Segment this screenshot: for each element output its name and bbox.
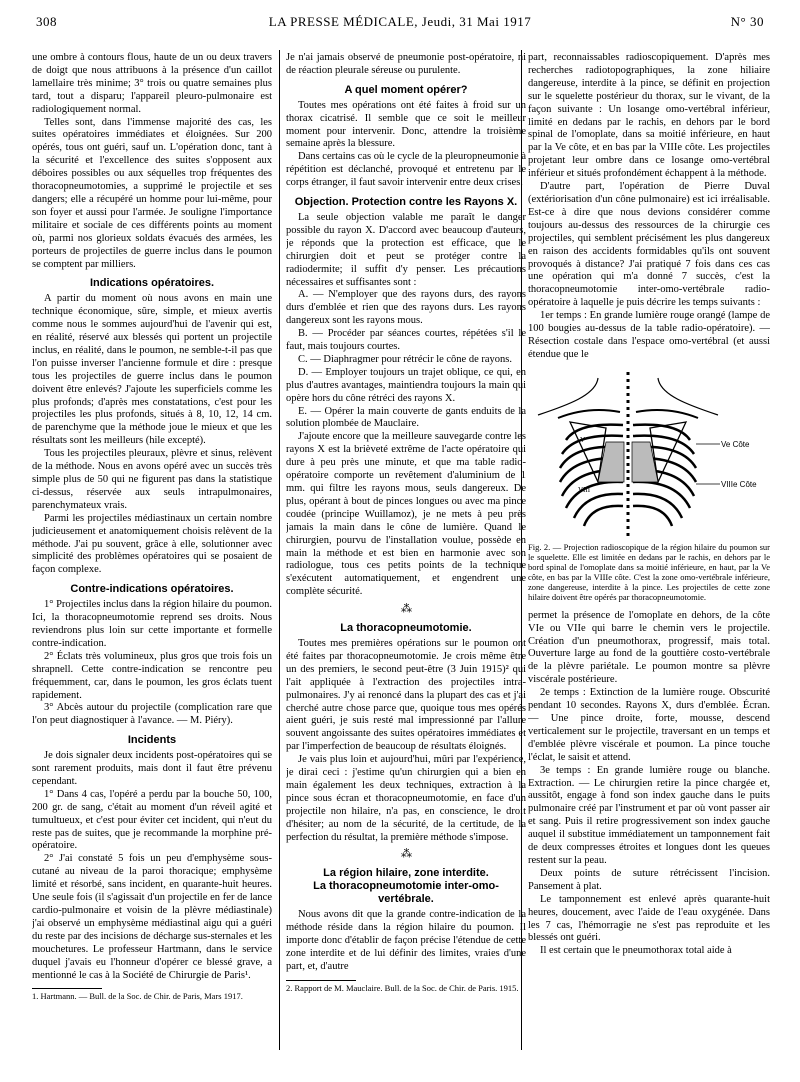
list-item: 3° Abcès autour du projectile (complication rare que l'on peut diagnostiquer à l'avance. — M. Piéry). bbox=[32, 702, 272, 727]
heading-line: La région hilaire, zone interdite. bbox=[323, 867, 489, 880]
paragraph: Il est certain que le pneumothorax total aide à bbox=[540, 945, 732, 957]
fig-small-label-v: V bbox=[580, 435, 586, 444]
paragraph: Le tamponnement est enlevé après quarante-huit heures, doucement, avec l'aide de l'eau oxygénée. Dans les 7 cas, l'hémorragie ne s'est pas reproduite et les blessés ont guéri. bbox=[528, 893, 770, 944]
list-item: 2° Éclats très volumineux, plus gros que trois fois un shrapnell. Cette contre-indication se rencontre peu fréquemment, car, dans le poumon, les gros éclats tuent rapidement. bbox=[32, 650, 272, 701]
list-item: B. — Procéder par séances courtes, répétées s'il le faut, mais toujours courtes. bbox=[286, 328, 526, 353]
section-heading: A quel moment opérer? bbox=[344, 83, 468, 96]
journal-title: LA PRESSE MÉDICALE, Jeudi, 31 Mai 1917 bbox=[268, 14, 532, 29]
paragraph: Toutes mes opérations ont été faites à froid sur un thorax cicatrisé. Il semble que ce soit le meilleur moment pour intervenir. Donc, attendre la troisième semaine après la blessure. bbox=[286, 99, 526, 150]
footnote-rule bbox=[32, 988, 102, 989]
section-heading: La thoracopneumotomie. bbox=[340, 622, 472, 635]
thorax-illustration bbox=[528, 370, 770, 540]
column-3 bbox=[528, 52, 770, 1062]
paragraph: Parmi les projectiles médiastinaux un certain nombre judicieusement et anatomiquement choisis relèvent de la méthode. J'ai pu souvent, grâce à elle, solutionner avec simplicité des problèmes opératoires qui se posaient de façon complexe. bbox=[32, 512, 272, 576]
list-item: 1° Projectiles inclus dans la région hilaire du poumon. Ici, la thoracopneumotomie reprend ses droits. Nous reviendrons plus loin sur cette importante et formelle contre-indication. bbox=[32, 599, 272, 649]
paragraph: 1° Dans 4 cas, l'opéré a perdu par la bouche 50, 100, 200 gr. de sang, c'était au moment d'un réveil agité et tumultueux, et c'est pour éviter cet incident, qui n'eut du reste pas de suites, que je recommande la morphine pré-opératoire. bbox=[32, 788, 272, 852]
paragraph: La seule objection valable me paraît le danger possible du rayon X. D'accord avec beaucoup d'auteurs, je réponds que la protection est efficace, que le chirurgien doit et peut se protéger contre la radiodermite; il suffit d'y penser. Les précautions nécessaires et suffisantes sont : bbox=[286, 211, 526, 288]
running-header bbox=[36, 14, 764, 34]
footnote-rule bbox=[286, 980, 356, 981]
section-heading: Contre-indications opératoires. bbox=[70, 583, 234, 596]
paragraph: Je vais plus loin et aujourd'hui, mûri par l'expérience, je dirai ceci : j'estime qu'un chirurgien qui a bien en main également les deux techniques, extraction à la pince sous écran et thoracopneumotomie, en face d'un projectile non hilaire, n'a pas, en conscience, le droit d'hésiter; au nom de la sécurité, de la certitude, de la perfection du résultat, la première méthode s'impose. bbox=[286, 754, 526, 843]
footnote: 2. Rapport de M. Mauclaire. Bull. de la Soc. de Chir. de Paris. 1915. bbox=[286, 982, 519, 993]
paragraph: 1er temps : En grande lumière rouge orangé (lampe de 100 bougies au-dessus de la table radio-opératoire). — Résection costale dans l'espace omo-vertébral (et aussi étendue que le bbox=[528, 310, 770, 360]
paragraph: D'autre part, l'opération de Pierre Duval (extériorisation d'un cône pulmonaire) est ici irréalisable. Est-ce à dire que nous devions considérer comme toujours au-dessus des ressources de la chirurgie ces projectiles, qui semblent précisément les plus dangereux en raison des accidents formidables qu'ils ont souvent provoqués à distance? J'ai pratiqué 7 fois dans ces cas une opération qui m'a donné 7 succès, c'est la thoracopneumotomie inter-omo-vertébrale radio-opératoire à laquelle je puis décrire les temps suivants : bbox=[528, 181, 770, 309]
paragraph: Je dois signaler deux incidents post-opératoires qui se sont rarement produits, mais dont il faut être prévenu cependant. bbox=[32, 750, 272, 787]
section-heading: Objection. Protection contre les Rayons X. bbox=[294, 196, 518, 209]
section-heading: Incidents bbox=[127, 734, 177, 747]
paragraph: Toutes mes premières opérations sur le poumon ont été faites par thoracopneumotomie. Je crois même être un des premiers, le second peut-être (3 Juin 1915)² qui l'ait appliquée à l'extraction des projectiles intra-pulmonaires. J'y ai renoncé dans la plupart des cas et j'ai cherché autre chose parce que, quoique tous mes opérés aient guéri, je suis resté mal impressionné par l'allure souvent angoissante des suites opératoires immédiates et par l'imperfection de beaucoup de résultats éloignés. bbox=[286, 637, 526, 753]
page-number: 308 bbox=[36, 14, 57, 29]
paragraph: Nous avons dit que la grande contre-indication de la méthode réside dans la région hilaire du poumon. Il importe donc d'établir de façon précise l'étendue de cette zone interdite et de lui définir des limites, vraies d'une part, et, d'autre bbox=[286, 909, 526, 972]
section-heading: Indications opératoires. bbox=[89, 277, 215, 290]
heading-line: La thoracopneumotomie inter-omo-vertébrale. bbox=[313, 880, 499, 906]
footnote: 1. Hartmann. — Bull. de la Soc. de Chir. de Paris, Mars 1917. bbox=[32, 991, 243, 1002]
paragraph: Tous les projectiles pleuraux, plèvre et sinus, relèvent de la méthode. Nous en avons opéré avec un succès très simple plus de 50 qui ne figurent pas dans la statistique ci-dessus, réservée aux seuls intrapulmonaires, parenchymateux vrais. bbox=[32, 448, 272, 511]
section-heading bbox=[286, 867, 526, 906]
issue-number: N° 30 bbox=[730, 14, 764, 29]
paragraph: une ombre à contours flous, haute de un ou deux travers de doigt que nous attribuons à la présence d'un caillot lamellaire très minime; 3° trois ou quatre semaines plus tard, tout a disparu; l'appareil pleuro-pulmonaire est radiologiquement normal. bbox=[32, 52, 272, 115]
figure-thorax-projection bbox=[528, 370, 770, 602]
hilar-zone bbox=[598, 442, 658, 482]
paragraph: Je n'ai jamais observé de pneumonie post-opératoire, ni de réaction pleurale séreuse ou purulente. bbox=[286, 52, 526, 76]
paragraph: Dans certains cas où le cycle de la pleuropneumonie à répétition est déclanché, provoqué et entretenu par le corps étranger, il faut savoir intervenir entre deux crises. bbox=[286, 151, 526, 189]
list-item: D. — Employer toujours un trajet oblique, ce qui, en plus d'autres avantages, maintiendra toujours la main qui opère hors du cône rétréci des rayons X. bbox=[286, 366, 526, 404]
paragraph: part, reconnaissables radioscopiquement. D'après mes recherches radiotopographiques, la zone hiliaire dangereuse, interdite à la pince, se définit en projection sur le squelette postérieur du thorax, sur le vivant, de la façon suivante : Un losange omo-vertébral inférieur, limité en dedans par le rachis, en dehors par le bord spinal de l'omoplate, dans sa moitié inférieure, en haut par la Ve côte, et en bas par la VIIIe côte. Les projectiles projetant leur ombre dans ce losange omo-vertébral inférieur et situés profondément échappent à la méthode. bbox=[528, 52, 770, 180]
paragraph: Telles sont, dans l'immense majorité des cas, les suites opératoires immédiates et éloignées. Sur 200 opérés, tous ont guéri, sauf un. L'opération donc, tant à la sécurité et l'excellence des suites s'opposent aux déboires possibles ou aux séquelles trop fréquentes des thoracopneumotomies, a supprimé le projectile et ses dangers; elle a récupéré un homme pour lui-même, pour son foyer et aussi pour l'armée. Je souligne l'importance militaire et sociale de ces différents points au moment où, parmi nos glorieux soldats évacués des armées, les porteurs de projectiles de guerre inclus dans le poumon se comptent par milliers. bbox=[32, 116, 272, 270]
list-item: A. — N'employer que des rayons durs, des rayons durs d'emblée et rien que des rayons durs. Les rayons dangereux sont les rayons mous. bbox=[286, 289, 526, 327]
list-item: E. — Opérer la main couverte de gants enduits de la solution plombée de Mauclaire. bbox=[286, 405, 526, 430]
section-separator: ⁂ bbox=[401, 848, 411, 861]
paragraph: 3e temps : En grande lumière rouge ou blanche. Extraction. — Le chirurgien retire la pince chargée et, aussitôt, engage à fond son index gauche dans le puits pulmonaire créé par l'instrument et par où vont passer air et sang. Puis il retire progressivement son index gauche auquel il substitue immédiatement un tamponnement fait de deux compresses étroites et longues dont les queues restent sur la peau. bbox=[528, 764, 770, 866]
column-rule bbox=[279, 50, 280, 1050]
paragraph: 2° J'ai constaté 5 fois un peu d'emphysème sous-cutané au niveau de la paroi thoracique; emphysème limité et résorbé, sans incident, en quarante-huit heures. Une seule fois (il s'agissait d'un projectile en fer de lance cardio-pulmonaire et voisin de la plèvre médiastinale) j'ai observé un emphysème médiastinal aigu qui a guéri du reste par des incisions de décharge sus-sternales et les mouchetures. Le professeur Hartmann, dans le service duquel j'avais eu l'honneur d'opérer ce blessé grave, a mentionné le cas à la Société de Chirurgie de Paris¹. bbox=[32, 853, 272, 981]
paragraph: J'ajoute encore que la meilleure sauvegarde contre les rayons X est la brièveté extrême de l'acte opératoire qui dure à peu près une minute, et que ma table radio-opératoire comporte un revêtement d'aluminium de 1 mm. qui filtre les rayons mous, seuls dangereux. De plus, opérant à bout de pinces longues ou avec ma pince coudée (principe Wuillamoz), je ne mets à peu près jamais la main dans le cône de lumière. Quand le chirurgien, pourvu de l'installation voulue, possède en main la méthode et est bien en harmonie avec son radiologue, tous ces petits points de la technique s'exécutent automatiquement, et engendrent une complète sécurité. bbox=[286, 431, 526, 598]
fig-small-label-viii: VIII bbox=[578, 485, 591, 494]
section-separator: ⁂ bbox=[401, 603, 411, 616]
fig-label-v-cote: Ve Côte bbox=[721, 439, 750, 449]
figure-caption: Fig. 2. — Projection radioscopique de la région hilaire du poumon sur le squelette. Elle est limitée en dedans par le rachis, en dehors par le bord spinal de l'omoplate dans sa moitié inférieure, en haut, par la Ve côte, en bas par la VIIIe côte. C'est la zone omo-vertébrale inférieure, zone dangereuse, interdite à la pince. Les projectiles de cette zone hilaire doivent être opérés par thoracopneumotomie. bbox=[528, 541, 770, 602]
paragraph: 2e temps : Extinction de la lumière rouge. Obscurité pendant 10 secondes. Rayons X, durs d'emblée. Écran. — Une pince droite, forte, mousse, descend verticalement sur le projectile, traversant en un temps et d'emblée plèvre viscérale et poumon. La pince touche l'éclat, le saisit et attend. bbox=[528, 687, 770, 763]
paragraph: A partir du moment où nous avons en main une technique économique, sûre, simple, et mieux avertis comme nous le sommes aujourd'hui de l'avenir qui est, en réalité, réservé aux blessés qui portent un projectile inclus, en réalité, dans le poumon, ne semble-t-il pas que l'on puisse inverser l'ancienne formule et dire : presque tous les projectiles de guerre inclus dans le poumon doivent être enlevés? J'ajoute les superficiels comme les plus profonds; d'après mes constatations, c'est pour les projectiles les plus profonds, situés à 8, 10, 12, 14 cm. de parenchyme que la méthode joue le mieux et que les résultats sont les meilleurs (hile excepté). bbox=[32, 293, 272, 447]
fig-label-viii-cote: VIIIe Côte bbox=[721, 479, 757, 489]
paragraph: permet la présence de l'omoplate en dehors, de la côte VIe ou VIIe qui barre le chemin vers le projectile. Création d'un pneumothorax, progressif, mais total. Ouverture large au fond de la gouttière costo-vertébrale de la plèvre pariétale. Le poumon montre sa plèvre viscérale postérieure. bbox=[528, 609, 770, 686]
list-item: C. — Diaphragmer pour rétrécir le cône de rayons. bbox=[298, 353, 512, 365]
column-2 bbox=[286, 52, 526, 1052]
column-1 bbox=[32, 52, 272, 1052]
paragraph: Deux points de suture rétrécissent l'incision. Pansement à plat. bbox=[528, 867, 770, 892]
